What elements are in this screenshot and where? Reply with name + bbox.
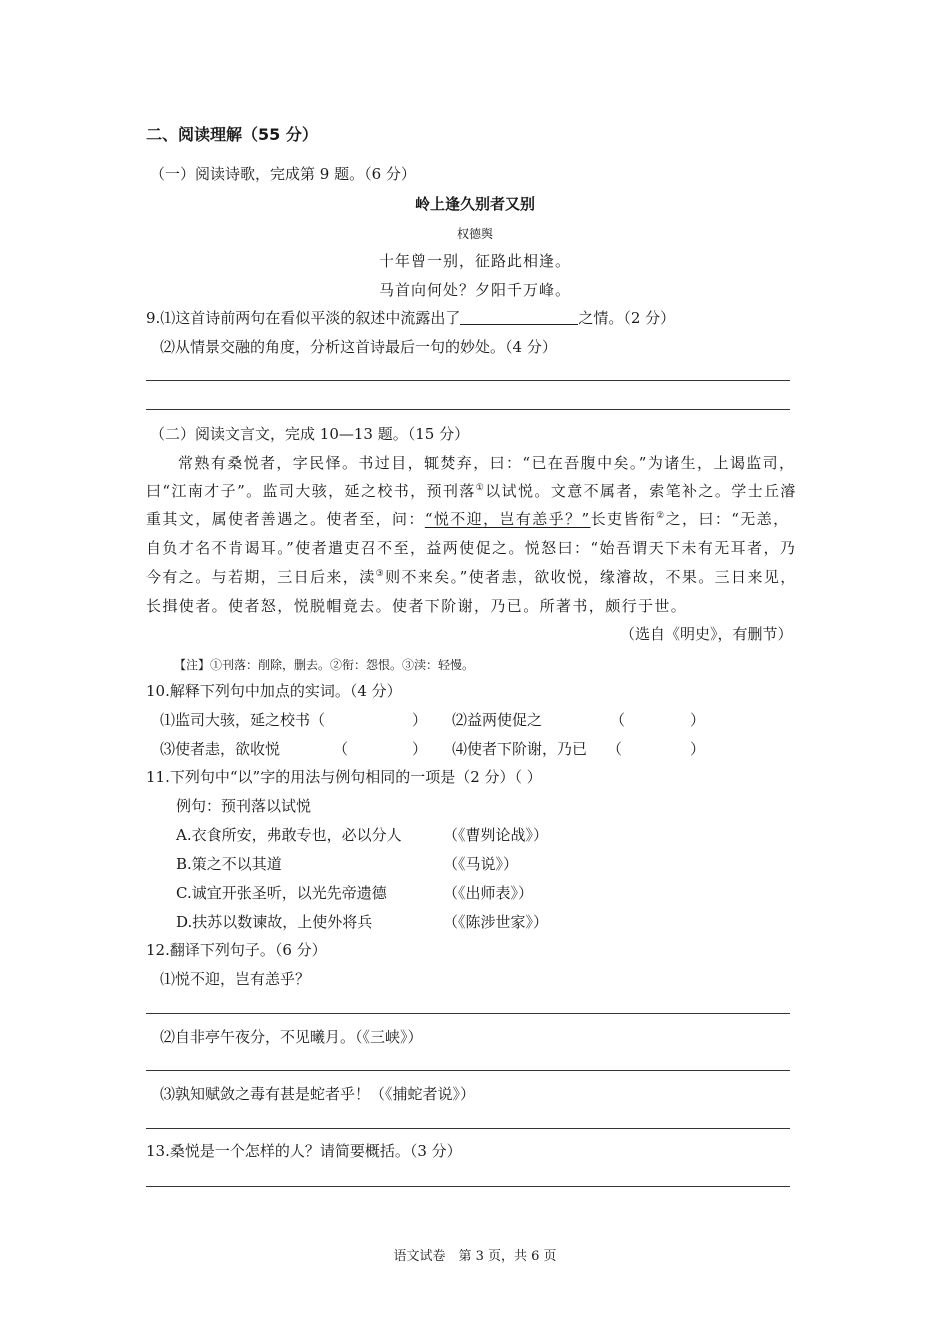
note-marker-1: ① (475, 483, 486, 493)
q10-item-3: ⑶使者恚，欲收悦 (160, 740, 281, 758)
poem-title: 岭上逢久别者又别 (414, 195, 535, 213)
q10-paren-close-1: ） (412, 711, 428, 729)
section-title: 二、阅读理解（55 分） (146, 125, 318, 144)
passage-3-underlined: “悦不迎，岂有恙乎？” (424, 510, 591, 528)
q11-option-a-source: （《曹刿论战》） (443, 826, 549, 844)
q9-2: ⑵从情景交融的角度，分析这首诗最后一句的妙处。（4 分） (160, 338, 557, 356)
note-marker-2: ② (656, 511, 666, 521)
passage-2b: 以试悦。文意不属者，索笔补之。学士丘濬 (485, 482, 797, 500)
passage-line-1: 常熟有桑悦者，字民怿。书过目，辄焚弃，曰：“已在吾腹中矣。”为诸生，上谒监司， (178, 454, 796, 472)
q11-option-b[interactable]: B.策之不以其道 (176, 855, 282, 873)
q11-option-d[interactable]: D.扶苏以数谏故，上使外将兵 (176, 913, 373, 931)
q11-option-d-source: （《陈涉世家》） (443, 913, 549, 931)
passage-5b: 则不来矣。”使者恚，欲收悦，缘濬故，不果。三日来见， (385, 568, 797, 586)
q10-paren-close-2: ） (690, 711, 706, 729)
q10-paren-open-2: （ (610, 711, 626, 729)
q10-paren-open-3: （ (333, 740, 349, 758)
q9-answer-blank[interactable] (460, 310, 578, 325)
passage-3b: 长吏皆衔 (590, 510, 657, 528)
q12-item-1: ⑴悦不迎，岂有恙乎？ (160, 970, 311, 988)
q11-option-c-source: （《出师表》） (443, 884, 534, 902)
passage-line-3 (146, 508, 790, 529)
poem-author: 权德舆 (456, 227, 493, 241)
q9-1-after: 之情。（2 分） (578, 309, 676, 327)
passage-3c: 之，曰：“无恙， (665, 510, 790, 528)
q9-1 (146, 308, 675, 328)
q13-stem: 13.桑悦是一个怎样的人？请简要概括。（3 分） (146, 1142, 462, 1160)
passage-5a: 今有之。与若期，三日后来，渎 (146, 568, 376, 586)
q12-stem: 12.翻译下列句子。（6 分） (146, 941, 327, 959)
passage-line-6: 长揖使者。使者怒，悦脱帽竟去。使者下阶谢，乃已。所著书，颇行于世。 (146, 597, 688, 615)
q12-item-2: ⑵自非亭午夜分，不见曦月。（《三峡》） (160, 1028, 423, 1046)
poem-line-2: 马首向何处？夕阳千万峰。 (378, 281, 571, 299)
part1-header: （一）阅读诗歌，完成第 9 题。（6 分） (150, 165, 416, 183)
passage-line-4: 自负才名不肯谒耳。”使者遣吏召不至，益两使促之。悦怒曰：“始吾谓天下未有无耳者，乃 (146, 539, 797, 557)
q12-item-3: ⑶孰知赋敛之毒有甚是蛇者乎！（《捕蛇者说》） (160, 1085, 476, 1103)
q10-paren-close-4: ） (690, 740, 706, 758)
passage-3a: 重其文，属使者善遇之。使者至，问： (146, 510, 425, 528)
note-marker-3: ③ (375, 569, 386, 579)
answer-line-q9-2[interactable] (146, 409, 790, 410)
answer-line-q12-1[interactable] (146, 1013, 790, 1014)
answer-line-q13[interactable] (146, 1186, 790, 1187)
poem-line-1: 十年曾一别，征路此相逢。 (378, 252, 571, 270)
q11-option-a[interactable]: A.衣食所安，弗敢专也，必以分人 (176, 826, 402, 844)
q9-1-before: 9.⑴这首诗前两句在看似平淡的叙述中流露出了 (146, 309, 461, 327)
answer-line-q12-3[interactable] (146, 1128, 790, 1129)
passage-source: （选自《明史》，有删节） (620, 625, 793, 643)
answer-line-q12-2[interactable] (146, 1070, 790, 1071)
answer-line-q9-1[interactable] (146, 380, 790, 381)
page-footer: 语文试卷 第 3 页，共 6 页 (393, 1249, 557, 1264)
passage-notes: 【注】①刊落：削除，删去。②衔：怨恨。③渎：轻慢。 (174, 658, 475, 672)
q11-option-b-source: （《马说》） (443, 855, 519, 873)
q10-item-1: ⑴监司大骇，延之校书（ (160, 711, 326, 729)
q11-example: 例句：预刊落以试悦 (176, 797, 312, 815)
passage-2a: 曰“江南才子”。监司大骇，延之校书，预刊落 (146, 482, 476, 500)
q10-paren-open-4: （ (607, 740, 623, 758)
q10-item-4: ⑷使者下阶谢，乃已 (452, 740, 588, 758)
q11-stem: 11.下列句中“以”字的用法与例句相同的一项是（2 分）（ ） (146, 768, 542, 786)
q10-item-2: ⑵益两使促之 (452, 711, 543, 729)
q11-option-c[interactable]: C.诚宜开张圣听，以光先帝遗德 (176, 884, 387, 902)
q10-stem: 10.解释下列句中加点的实词。（4 分） (146, 682, 402, 700)
q10-paren-close-3: ） (412, 740, 428, 758)
passage-line-2 (146, 480, 797, 501)
part2-header: （二）阅读文言文，完成 10—13 题。（15 分） (150, 425, 470, 443)
passage-line-5 (146, 566, 797, 587)
